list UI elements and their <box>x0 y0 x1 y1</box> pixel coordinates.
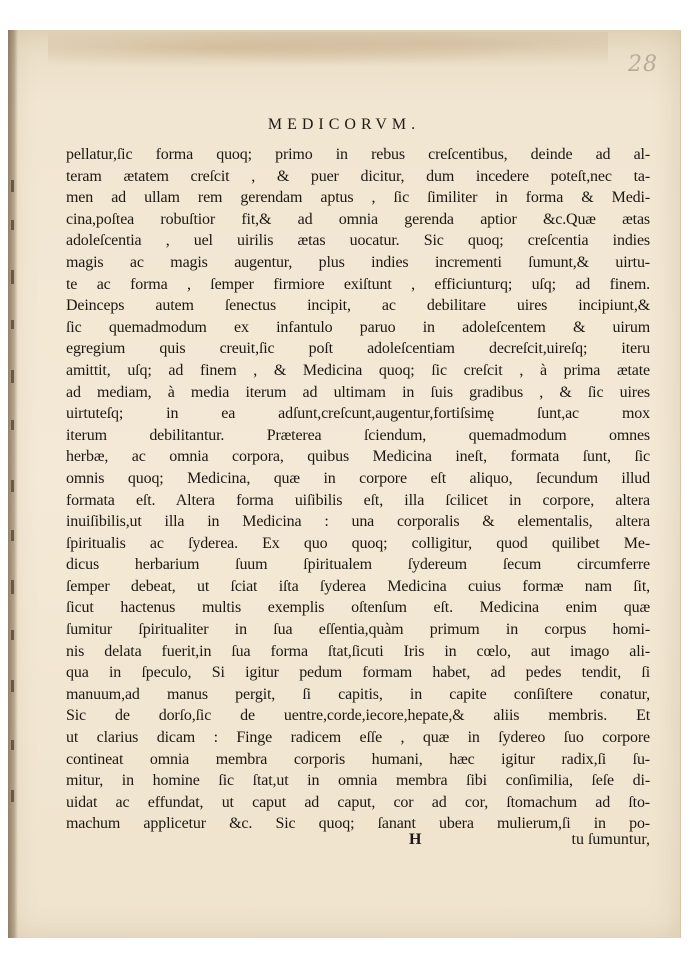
text-line: ut clarius dicam : Finge radicem eſſe , quæ in ſydereo ſuo corpore <box>66 729 650 747</box>
text-line: formata eſt. Altera forma uiſibilis eſt, illa ſcilicet in corpore, altera <box>66 491 650 509</box>
text-line: magis ac magis augentur, plus indies incrementi ſumunt,& uirtu- <box>66 253 650 271</box>
text-line: uirtuteſq; in ea adſunt,creſcunt,augentur,fortiſsimę ſunt,ac mox <box>66 405 650 423</box>
book-page <box>8 30 681 938</box>
text-line: contineat omnia membra corporis humani, hæc igitur radix,ſi ſu- <box>66 750 650 768</box>
folio-number: 28 <box>628 52 658 77</box>
text-line: dicus herbarium ſuum ſpiritualem ſydereum ſecum circumferre <box>66 556 650 574</box>
text-line: ad mediam, à media iterum ad ultimam in ſuis gradibus , & ſic uires <box>66 383 650 401</box>
text-line: men ad ullam rem gerendam aptus , ſic ſimiliter in forma & Medi- <box>66 189 650 207</box>
text-line: cina,poſtea robuſtior fit,& ad omnia gerenda aptior &c.Quæ ætas <box>66 210 650 228</box>
text-line: pellatur,ſic forma quoq; primo in rebus creſcentibus, deinde ad al- <box>66 146 650 163</box>
text-line: qua in ſpeculo, Si igitur pedum formam habet, ad pedes tendit, ſi <box>66 664 650 682</box>
text-line: manuum,ad manus pergit, ſi capitis, in capite conſiſtere conatur, <box>66 685 650 703</box>
text-line: ſumitur ſpiritualiter in ſua eſſentia,quàm primum in corpus homi- <box>66 621 650 639</box>
text-line: teram ætatem creſcit , & puer dicitur, dum incedere poteſt,nec ta- <box>66 167 650 185</box>
text-line: egregium quis creuit,ſic poſt adoleſcentiam decreſcit,uireſq; iteru <box>66 340 650 358</box>
text-line: nis delata fuerit,in ſua forma ſtat,ſicuti Iris in cœlo, aut imago ali- <box>66 642 650 660</box>
text-line: Deinceps autem ſenectus incipit, ac debilitare uires incipiunt,& <box>66 297 650 315</box>
running-head: MEDICORVM. <box>267 116 421 133</box>
text-line: omnis quoq; Medicina, quæ in corpore eſt aliquo, ſecundum illud <box>66 469 650 487</box>
text-line: te ac forma , ſemper firmiore exiſtunt , efficiunturq; uſq; ad finem. <box>66 275 650 293</box>
text-line: ſicut hactenus multis exemplis oſtenſum eſt. Medicina enim quæ <box>66 599 650 617</box>
gutter-bleed-marks <box>11 180 19 820</box>
text-line: inuiſibilis,ut illa in Medicina : una corporalis & elementalis, altera <box>66 513 650 531</box>
paper-stain <box>48 32 608 72</box>
text-line: ſemper debeat, ut ſciat iſta ſyderea Medicina cuius formæ nam ſit, <box>66 577 650 595</box>
text-line: adoleſcentia , uel uirilis ætas uocatur. Sic quoq; creſcentia indies <box>66 232 650 250</box>
body-text <box>66 144 650 835</box>
text-line: ſic quemadmodum ex infantulo paruo in adoleſcentem & uirum <box>66 318 650 336</box>
page-footer <box>66 831 650 851</box>
text-line: amittit, uſq; ad finem , & Medicina quoq; ſic creſcit , à prima ætate <box>66 361 650 379</box>
catchword: tu ſumuntur, <box>571 831 650 848</box>
text-line: Sic de dorſo,ſic de uentre,corde,iecore,hepate,& aliis membris. Et <box>66 707 650 725</box>
signature-mark: H <box>409 831 422 848</box>
text-line: iterum debilitantur. Præterea ſciendum, quemadmodum omnes <box>66 426 650 444</box>
text-line: ſpiritualis ac ſyderea. Ex quo quoq; colligitur, quod quilibet Me- <box>66 534 650 552</box>
text-line: machum applicetur &c. Sic quoq; ſanant ubera mulierum,ſi in po- <box>66 815 650 833</box>
text-line: herbæ, ac omnia corpora, quibus Medicina ineſt, formata ſunt, ſic <box>66 448 650 466</box>
text-line: uidat ac effundat, ut caput ad caput, cor ad cor, ſtomachum ad ſto- <box>66 793 650 811</box>
text-line: mitur, in homine ſic ſtat,ut in omnia membra ſibi conſimilia, ſeſe di- <box>66 772 650 790</box>
